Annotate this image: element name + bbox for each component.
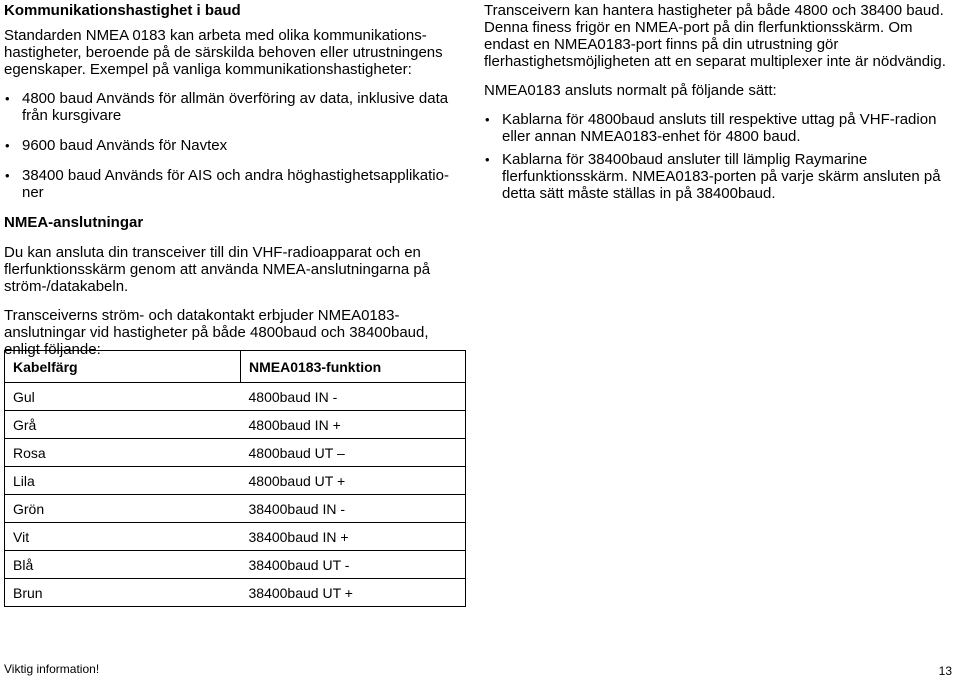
cable-color-cell: Grön xyxy=(5,495,241,523)
list-item: • 9600 baud Används för Navtex xyxy=(4,137,466,154)
connection-list xyxy=(484,111,954,202)
nmea-function-cell: 38400baud IN + xyxy=(241,523,466,551)
nmea-function-cell: 38400baud UT - xyxy=(241,551,466,579)
table-row xyxy=(5,383,466,411)
table-row xyxy=(5,523,466,551)
nmea-function-cell: 38400baud UT + xyxy=(241,579,466,607)
cable-color-cell: Gul xyxy=(5,383,241,411)
cable-color-cell: Brun xyxy=(5,579,241,607)
table-row xyxy=(5,495,466,523)
list-item: • Kablarna för 4800baud ansluts till respektive uttag på VHF-radion eller annan NMEA0183-enhet för 4800 baud. xyxy=(484,111,954,145)
nmea-function-cell: 38400baud IN - xyxy=(241,495,466,523)
nmea-function-cell: 4800baud IN - xyxy=(241,383,466,411)
table-row xyxy=(5,411,466,439)
list-item: • Kablarna för 38400baud ansluter till lämplig Raymarine flerfunktionsskärm. NMEA0183-porten på varje skärm ansluten på detta sätt måste ställas in på 38400baud. xyxy=(484,151,954,202)
left-column xyxy=(4,2,466,358)
nmea-function-cell: 4800baud UT + xyxy=(241,467,466,495)
cable-color-cell: Vit xyxy=(5,523,241,551)
cable-color-cell: Blå xyxy=(5,551,241,579)
table-row xyxy=(5,467,466,495)
list-item: • 38400 baud Används för AIS och andra höghastighetsapplikatio-ner xyxy=(4,167,466,201)
cable-color-cell: Lila xyxy=(5,467,241,495)
paragraph-connection-method: NMEA0183 ansluts normalt på följande sätt: xyxy=(484,82,777,99)
page-number: 13 xyxy=(938,664,952,678)
paragraph-power-data-connector: Transceiverns ström- och datakontakt erbjuder NMEA0183-anslutningar vid hastigheter på både 4800baud och 38400baud, enligt följande: xyxy=(4,307,429,358)
cable-color-table xyxy=(4,350,466,607)
nmea-function-cell: 4800baud UT – xyxy=(241,439,466,467)
column-header-nmea-function: NMEA0183-funktion xyxy=(241,351,466,383)
cable-color-cell: Grå xyxy=(5,411,241,439)
column-header-cable-color: Kabelfärg xyxy=(5,351,241,383)
heading-nmea-connections: NMEA-anslutningar xyxy=(4,214,144,231)
paragraph-multi-speed: Transceivern kan hantera hastigheter på både 4800 och 38400 baud. Denna finess frigör en NMEA-port på din flerfunktionsskärm. Om endast en NMEA0183-port finns på din utrustning gör flerhastighetsmöjligheten att en separat multiplexer inte är nödvändig. xyxy=(484,2,946,70)
heading-baud-rate: Kommunikationshastighet i baud xyxy=(4,2,241,19)
paragraph-connect-transceiver: Du kan ansluta din transceiver till din VHF-radioapparat och en flerfunktionsskärm genom att använda NMEA-anslutningarna på ström-/datakabeln. xyxy=(4,244,431,295)
list-item: • 4800 baud Används för allmän överföring av data, inklusive data från kursgivare xyxy=(4,90,466,124)
footer-section-label: Viktig information! xyxy=(4,662,100,676)
table-row xyxy=(5,551,466,579)
table-row xyxy=(5,579,466,607)
right-column xyxy=(484,2,954,208)
baud-rate-list xyxy=(4,90,466,201)
cable-color-cell: Rosa xyxy=(5,439,241,467)
table-header-row xyxy=(5,351,466,383)
nmea-function-cell: 4800baud IN + xyxy=(241,411,466,439)
table-row xyxy=(5,439,466,467)
paragraph-baud-intro: Standarden NMEA 0183 kan arbeta med olika kommunikations-hastigheter, beroende på de särskilda behoven eller utrustningens egenskaper. Exempel på vanliga kommunikationshastigheter: xyxy=(4,27,443,78)
